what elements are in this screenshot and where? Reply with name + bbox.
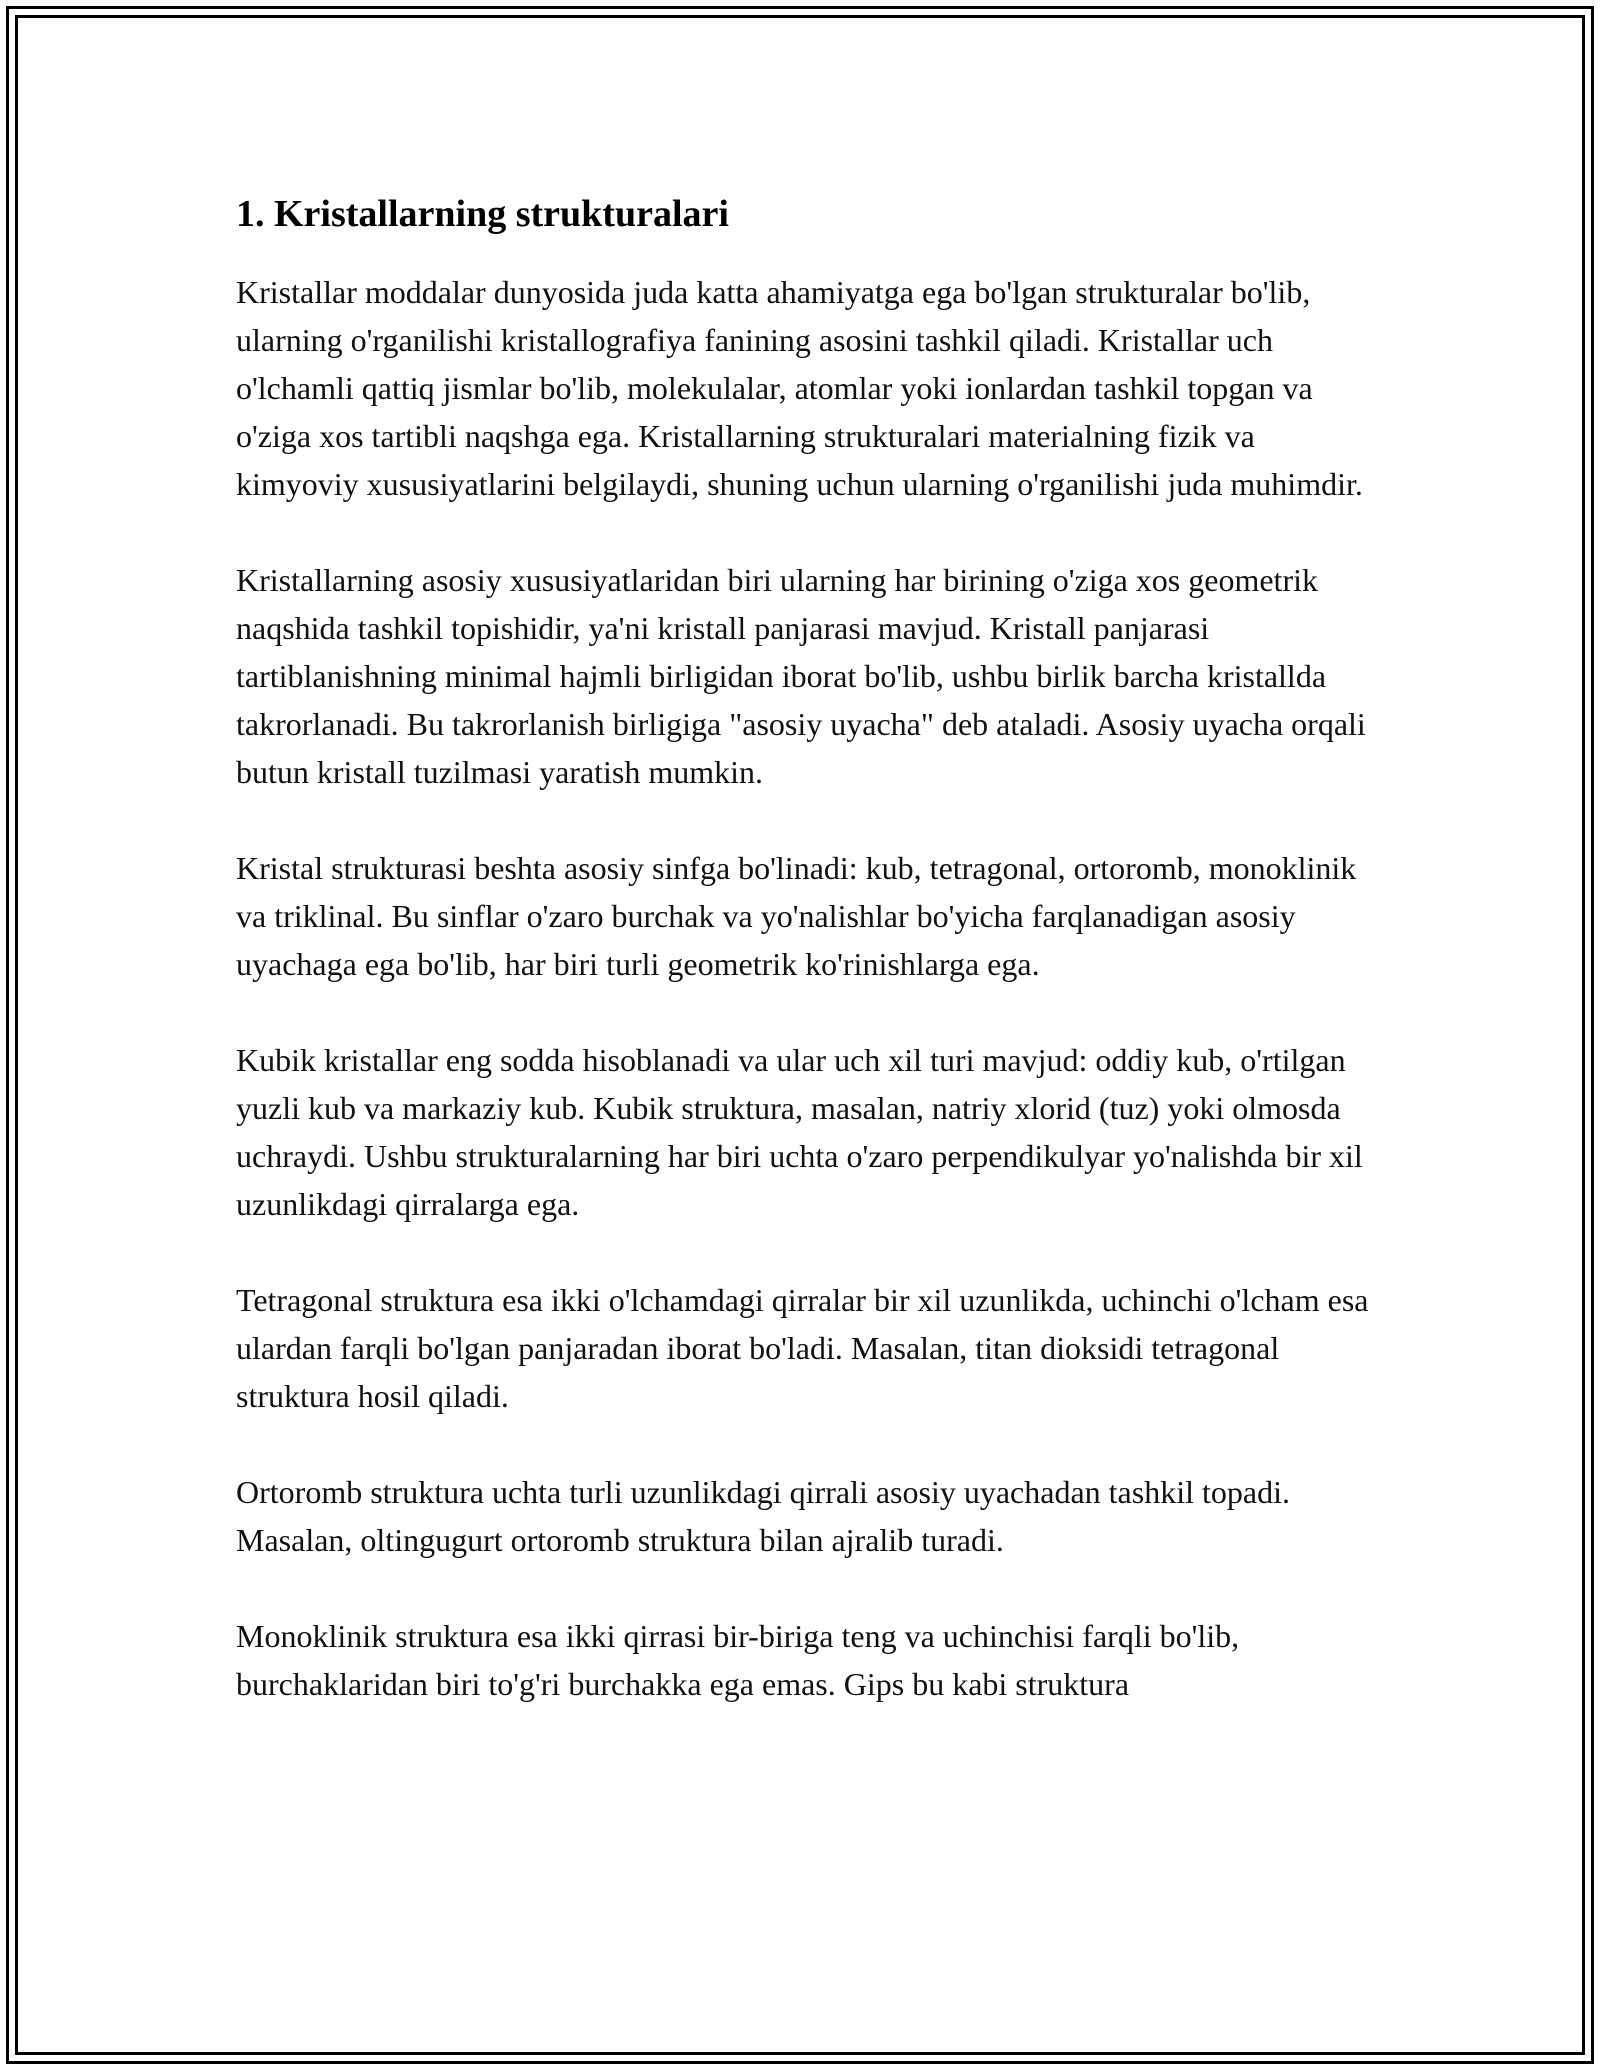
paragraph-intro: Kristallar moddalar dunyosida juda katta ahamiyatga ega bo'lgan strukturalar bo'lib, ularning o'rganilishi kristallografiya fanining asosini tashkil qiladi. Kristallar uch o'lchamli qattiq jismlar bo'lib, molekulalar, atomlar yoki ionlardan tashkil topgan va o'ziga xos tartibli naqshga ega. Kristallarning strukturalari materialning fizik va kimyoviy xususiyatlarini belgilaydi, shuning uchun ularning o'rganilishi juda muhimdir.	[236, 274, 1363, 502]
paragraph-classes: Kristal strukturasi beshta asosiy sinfga bo'linadi: kub, tetragonal, ortoromb, monoklinik va triklinal. Bu sinflar o'zaro burchak va yo'nalishlar bo'yicha farqlanadigan asosiy uyachaga ega bo'lib, har biri turli geometrik ko'rinishlarga ega.	[236, 850, 1357, 982]
document-body	[236, 186, 1376, 1756]
section-heading: 1. Kristallarning strukturalari	[236, 193, 729, 235]
paragraph-tetragonal: Tetragonal struktura esa ikki o'lchamdagi qirralar bir xil uzunlikda, uchinchi o'lcham esa ulardan farqli bo'lgan panjaradan iborat bo'ladi. Masalan, titan dioksidi tetragonal struktura hosil qiladi.	[236, 1282, 1369, 1414]
paragraph-cubic: Kubik kristallar eng sodda hisoblanadi va ular uch xil turi mavjud: oddiy kub, o'rtilgan yuzli kub va markaziy kub. Kubik struktura, masalan, natriy xlorid (tuz) yoki olmosda uchraydi. Ushbu strukturalarning har biri uchta o'zaro perpendikulyar yo'nalishda bir xil uzunlikdagi qirralarga ega.	[236, 1042, 1363, 1222]
paragraph-orthorhombic: Ortoromb struktura uchta turli uzunlikdagi qirrali asosiy uyachadan tashkil topadi. Masalan, oltingugurt ortoromb struktura bilan ajralib turadi.	[236, 1474, 1290, 1558]
paragraph-lattice: Kristallarning asosiy xususiyatlaridan biri ularning har birining o'ziga xos geometrik naqshida tashkil topishidir, ya'ni kristall panjarasi mavjud. Kristall panjarasi tartiblanishning minimal hajmli birligidan iborat bo'lib, ushbu birlik barcha kristallda takrorlanadi. Bu takrorlanish birligiga "asosiy uyacha" deb ataladi. Asosiy uyacha orqali butun kristall tuzilmasi yaratish mumkin.	[236, 562, 1366, 790]
paragraph-monoclinic: Monoklinik struktura esa ikki qirrasi bir-biriga teng va uchinchisi farqli bo'lib, burchaklaridan biri to'g'ri burchakka ega emas. Gips bu kabi struktura	[236, 1618, 1240, 1702]
